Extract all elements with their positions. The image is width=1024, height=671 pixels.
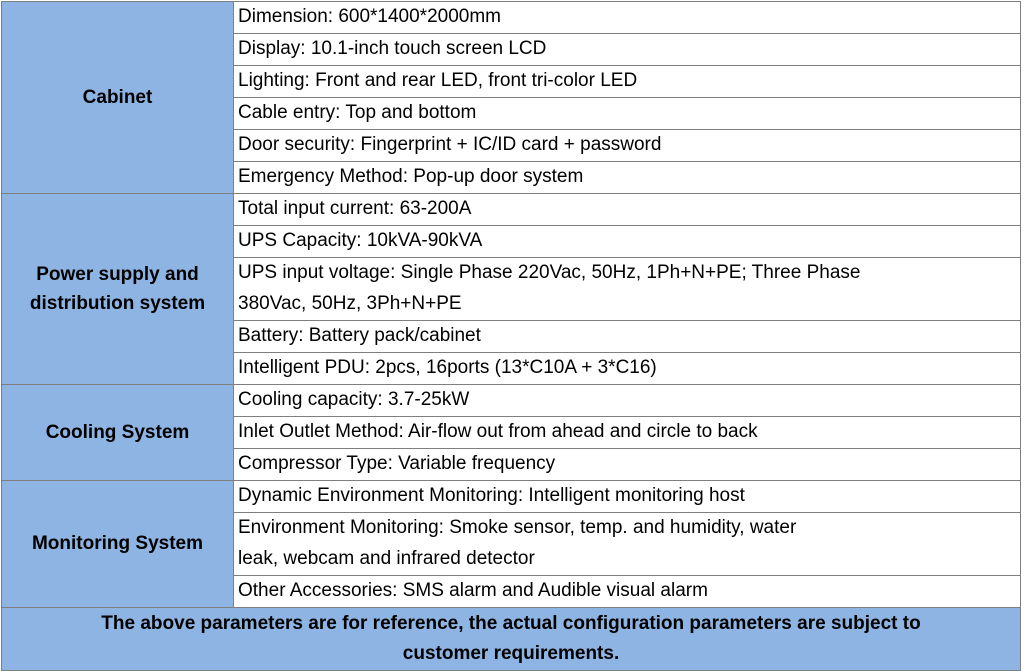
table-row	[2, 608, 1021, 671]
table-row	[2, 385, 1021, 417]
footer-note	[2, 608, 1021, 671]
spec-cooling-capacity: Cooling capacity: 3.7-25kW	[234, 385, 1021, 417]
spec-cable-entry: Cable entry: Top and bottom	[234, 98, 1021, 130]
spec-display: Display: 10.1-inch touch screen LCD	[234, 34, 1021, 66]
spec-dynamic-environment-monitoring: Dynamic Environment Monitoring: Intelligent monitoring host	[234, 481, 1021, 513]
table-row	[2, 481, 1021, 513]
category-power-supply	[2, 194, 234, 385]
category-power-supply-line2: distribution system	[29, 293, 206, 314]
category-cabinet: Cabinet	[2, 2, 234, 194]
table-row	[2, 194, 1021, 226]
spec-ups-input-voltage-cont: 380Vac, 50Hz, 3Ph+N+PE	[234, 289, 1021, 321]
spec-table	[1, 1, 1021, 671]
spec-total-input-current: Total input current: 63-200A	[234, 194, 1021, 226]
footer-note-line1: The above parameters are for reference, the actual configuration parameters are subject to	[101, 612, 921, 634]
spec-other-accessories: Other Accessories: SMS alarm and Audible visual alarm	[234, 576, 1021, 608]
spec-intelligent-pdu: Intelligent PDU: 2pcs, 16ports (13*C10A + 3*C16)	[234, 353, 1021, 385]
spec-ups-input-voltage: UPS input voltage: Single Phase 220Vac, 50Hz, 1Ph+N+PE; Three Phase	[234, 258, 1021, 290]
spec-environment-monitoring-cont: leak, webcam and infrared detector	[234, 544, 1021, 576]
spec-dimension: Dimension: 600*1400*2000mm	[234, 2, 1021, 34]
spec-door-security: Door security: Fingerprint + IC/ID card + password	[234, 130, 1021, 162]
category-cooling-system: Cooling System	[2, 385, 234, 481]
spec-battery: Battery: Battery pack/cabinet	[234, 321, 1021, 353]
spec-compressor-type: Compressor Type: Variable frequency	[234, 449, 1021, 481]
spec-emergency-method: Emergency Method: Pop-up door system	[234, 162, 1021, 194]
category-monitoring-system: Monitoring System	[2, 481, 234, 608]
table-row	[2, 2, 1021, 34]
footer-note-line2: customer requirements.	[402, 643, 620, 664]
spec-inlet-outlet-method: Inlet Outlet Method: Air-flow out from ahead and circle to back	[234, 417, 1021, 449]
spec-ups-capacity: UPS Capacity: 10kVA-90kVA	[234, 226, 1021, 258]
spec-environment-monitoring: Environment Monitoring: Smoke sensor, temp. and humidity, water	[234, 513, 1021, 545]
category-power-supply-line1: Power supply and	[36, 263, 199, 285]
spec-lighting: Lighting: Front and rear LED, front tri-color LED	[234, 66, 1021, 98]
